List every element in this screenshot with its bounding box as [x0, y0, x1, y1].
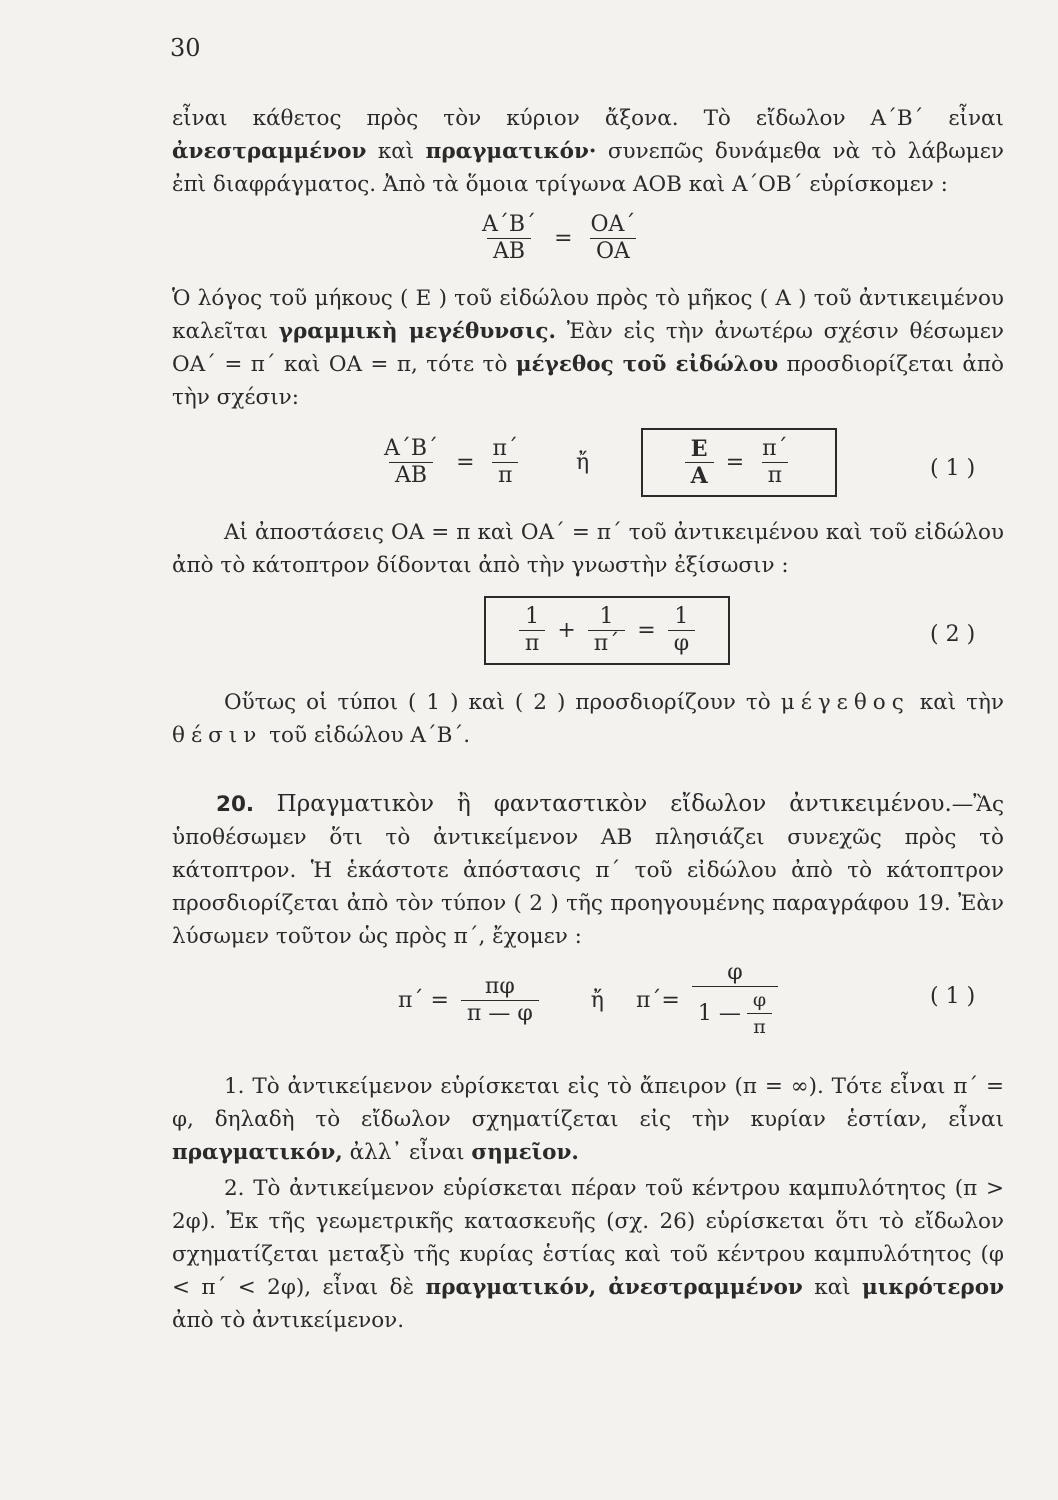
- equation-number-2: ( 2 ): [930, 622, 976, 647]
- section-title: Πραγματικὸν ἢ φανταστικὸν εἴδωλον ἀντικειμένου.: [276, 791, 952, 817]
- paragraph-intro: εἶναι κάθετος πρὸς τὸν κύριον ἄξονα. Τὸ εἴδωλον Α΄Β΄ εἶναι ἀνεστραμμένον καὶ πραγματικόν· συνεπῶς δυνάμεθα νὰ τὸ λάβωμεν ἐπὶ διαφράγματος. Ἀπὸ τὰ ὅμοια τρίγωνα ΑΟΒ καὶ Α΄ΟΒ΄ εὑρίσκομεν :: [172, 106, 1004, 197]
- section-number: 20.: [216, 792, 255, 817]
- boxed-formula-2: $\frac{1}{\pi}$ + $\frac{1}{\pi΄}$ = $\frac{1}{\varphi}$: [484, 596, 730, 665]
- equation-number-1: ( 1 ): [930, 456, 976, 481]
- boxed-formula-1: $\frac{E}{A}$ = $\frac{\pi΄}{\pi}$: [641, 428, 837, 497]
- paragraph-magnification: Ὁ λόγος τοῦ μήκους ( Ε ) τοῦ εἰδώλου πρὸς τὸ μῆκος ( Α ) τοῦ ἀντικειμένου καλεῖται γραμμικὴ μεγέθυνσις. Ἐὰν εἰς τὴν ἀνωτέρω σχέσιν θέσωμεν ΟΑ΄ = π΄ καὶ ΟΑ = π, τότε τὸ μέγεθος τοῦ εἰδώλου προσδιορίζεται ἀπὸ τὴν σχέσιν:: [172, 286, 1004, 410]
- equation-1: $\frac{A΄B΄}{AB}$ = $\frac{\pi΄}{\pi}$ ἤ $\frac{E}{A}$ = $\frac{\pi΄}{\pi}$: [378, 428, 837, 497]
- section-20: 20. Πραγματικὸν ἢ φανταστικὸν εἴδωλον ἀντικειμένου.—Ἂς ὑποθέσωμεν ὅτι τὸ ἀντικείμενον ΑΒ πλησιάζει συνεχῶς πρὸς τὸ κάτοπτρον. Ἡ ἑκάστοτε ἀπόστασις π΄ τοῦ εἰδώλου ἀπὸ τὸ κάτοπτρον προσδιορίζεται ἀπὸ τὸν τύπον ( 2 ) τῆς προηγουμένης παραγράφου 19. Ἐὰν λύσωμεν τοῦτον ὡς πρὸς π΄, ἔχομεν :: [172, 791, 1004, 949]
- paragraph-distances: Αἱ ἀποστάσεις ΟΑ = π καὶ ΟΑ΄ = π΄ τοῦ ἀντικειμένου καὶ τοῦ εἰδώλου ἀπὸ τὸ κάτοπτρον δίδονται ἀπὸ τὴν γνωστὴν ἐξίσωσιν :: [172, 520, 1004, 578]
- equation-ratio: $\frac{A΄B΄}{AB}$ = $\frac{OA΄}{OA}$: [482, 212, 636, 264]
- paragraph-summary: Οὕτως οἱ τύποι ( 1 ) καὶ ( 2 ) προσδιορίζουν τὸ μέγεθος καὶ τὴν θέσιν τοῦ εἰδώλου Α΄Β΄.: [172, 690, 1004, 748]
- equation-number-3: ( 1 ): [930, 984, 976, 1009]
- equation-3: π΄ = $\frac{\pi\varphi}{\pi — \varphi}$ ἤ π΄= φ 1 — $\frac{\varphi}{\pi}$: [398, 960, 778, 1040]
- list-item-1: 1. Τὸ ἀντικείμενον εὑρίσκεται εἰς τὸ ἄπειρον (π = ∞). Τότε εἶναι π΄ = φ, δηλαδὴ τὸ εἴδωλον σχηματίζεται εἰς τὴν κυρίαν ἑστίαν, εἶναι πραγματικόν, ἀλλ᾽ εἶναι σημεῖον.: [172, 1074, 1004, 1165]
- equation-2: [484, 596, 730, 665]
- page-number: 30: [170, 34, 201, 62]
- list-item-2: 2. Τὸ ἀντικείμενον εὑρίσκεται πέραν τοῦ κέντρου καμπυλότητος (π > 2φ). Ἐκ τῆς γεωμετρικῆς κατασκευῆς (σχ. 26) εὑρίσκεται ὅτι τὸ εἴδωλον σχηματίζεται μεταξὺ τῆς κυρίας ἑστίας καὶ τοῦ κέντρου καμπυλότητος (φ < π΄ < 2φ), εἶναι δὲ πραγματικόν, ἀνεστραμμένον καὶ μικρότερον ἀπὸ τὸ ἀντικείμενον.: [172, 1176, 1004, 1333]
